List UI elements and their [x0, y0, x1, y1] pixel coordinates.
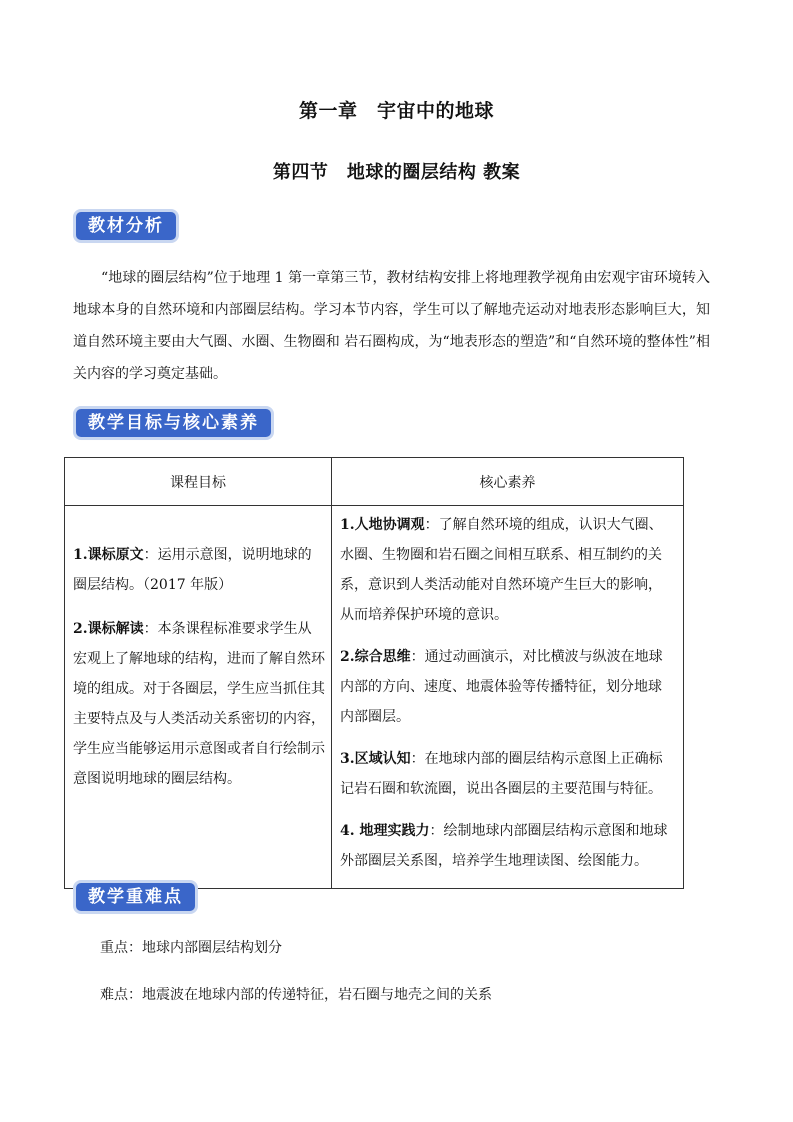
table-header-core-literacy: 核心素养	[332, 458, 684, 506]
section-tag-analysis: 教材分析	[76, 212, 176, 240]
section-title: 第四节 地球的圈层结构 教案	[272, 162, 521, 183]
literacy-item: 4. 地理实践力：绘制地球内部圈层结构示意图和地球外部圈层关系图，培养学生地理读图、绘图能力。	[340, 823, 668, 869]
course-goal-cell	[65, 506, 332, 889]
difficult-point: 难点：地震波在地球内部的传递特征，岩石圈与地壳之间的关系	[100, 987, 492, 1003]
section-tag-focus: 教学重难点	[76, 883, 195, 911]
core-literacy-cell	[332, 506, 684, 889]
table-header-course-goal: 课程目标	[65, 458, 332, 506]
chapter-title: 第一章 宇宙中的地球	[298, 100, 494, 122]
key-point: 重点：地球内部圈层结构划分	[100, 940, 282, 956]
course-goal-item: 2.课标解读：本条课程标准要求学生从宏观上了解地球的结构，进而了解自然环境的组成。对于各圈层，学生应当抓住其主要特点及与人类活动关系密切的内容，学生应当能够运用示意图或者自行绘制示意图说明地球的圈层结构。	[73, 621, 325, 787]
analysis-paragraph: “地球的圈层结构”位于地理 1 第一章第三节，教材结构安排上将地理教学视角由宏观宇宙环境转入地球本身的自然环境和内部圈层结构。学习本节内容，学生可以了解地壳运动对地表形态影响巨大，知道自然环境主要由大气圈、水圈、生物圈和 岩石圈构成，为“地表形态的塑造”和“自然环境的整体性”相关内容的学习奠定基础。	[73, 270, 710, 382]
goals-table	[64, 457, 684, 889]
literacy-item: 2.综合思维：通过动画演示，对比横波与纵波在地球内部的方向、速度、地震体验等传播特征，划分地球内部圈层。	[340, 649, 663, 725]
section-tag-goals: 教学目标与核心素养	[76, 409, 271, 437]
course-goal-item: 1.课标原文：运用示意图，说明地球的圈层结构。（2017 年版）	[73, 547, 312, 593]
literacy-item: 3.区域认知：在地球内部的圈层结构示意图上正确标记岩石圈和软流圈，说出各圈层的主要范围与特征。	[340, 751, 663, 797]
literacy-item: 1.人地协调观：了解自然环境的组成，认识大气圈、水圈、生物圈和岩石圈之间相互联系、相互制约的关系，意识到人类活动能对自然环境产生巨大的影响，从而培养保护环境的意识。	[340, 517, 663, 623]
